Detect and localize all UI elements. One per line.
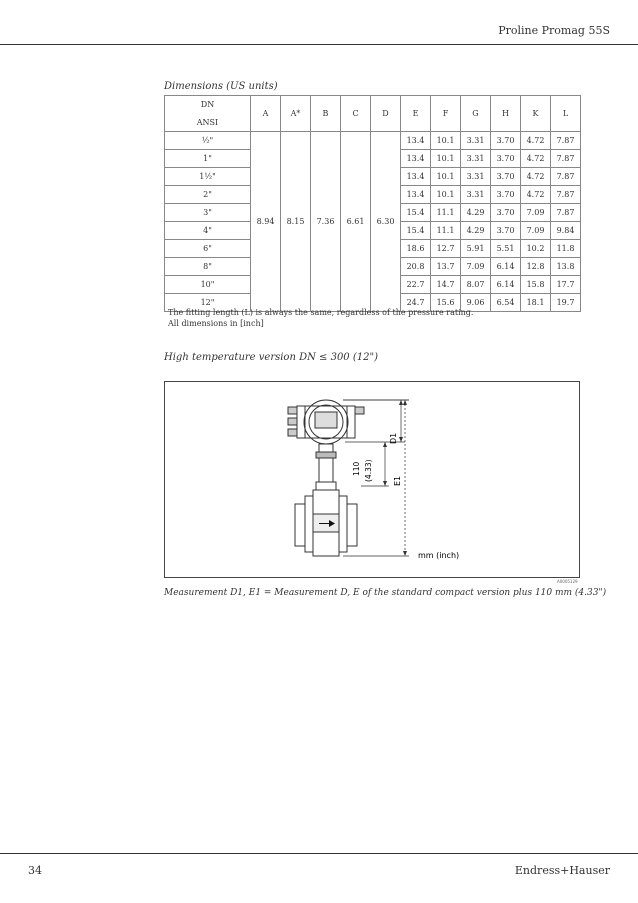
cell-h: 3.70 (491, 222, 521, 240)
cell-dn: 10" (165, 276, 251, 294)
figure-frame (164, 381, 580, 578)
cell-k: 4.72 (521, 150, 551, 168)
dimensions-table (164, 95, 581, 312)
cell-k: 4.72 (521, 168, 551, 186)
cell-e: 13.4 (401, 186, 431, 204)
cell-e: 13.4 (401, 168, 431, 186)
cell-e: 13.4 (401, 132, 431, 150)
cell-k: 10.2 (521, 240, 551, 258)
cell-k: 18.1 (521, 294, 551, 312)
cell-k: 4.72 (521, 186, 551, 204)
cell-h: 3.70 (491, 132, 521, 150)
column-header-c: C (341, 96, 371, 132)
cell-h: 6.14 (491, 276, 521, 294)
column-header-a-star: A* (281, 96, 311, 132)
cell-l: 17.7 (551, 276, 581, 294)
cell-l: 9.84 (551, 222, 581, 240)
header-rule (0, 44, 638, 45)
cell-g: 9.06 (461, 294, 491, 312)
flowmeter-drawing (165, 382, 579, 577)
column-header-e: E (401, 96, 431, 132)
cell-k: 12.8 (521, 258, 551, 276)
units-label: mm (inch) (418, 551, 460, 560)
header-title: Proline Promag 55S (498, 24, 610, 37)
cell-h: 6.14 (491, 258, 521, 276)
cell-f: 13.7 (431, 258, 461, 276)
cell-f: 10.1 (431, 150, 461, 168)
column-subheader-ansi: ANSI (165, 114, 251, 132)
cell-dn: 4" (165, 222, 251, 240)
cell-e: 13.4 (401, 150, 431, 168)
cell-f: 12.7 (431, 240, 461, 258)
cell-g: 8.07 (461, 276, 491, 294)
cell-l: 7.87 (551, 150, 581, 168)
column-header-g: G (461, 96, 491, 132)
table-row (165, 132, 581, 150)
cell-h: 3.70 (491, 186, 521, 204)
note-units: All dimensions in [inch] (168, 319, 264, 328)
cell-merged-b: 7.36 (311, 132, 341, 312)
cell-l: 7.87 (551, 168, 581, 186)
cell-e: 24.7 (401, 294, 431, 312)
cell-f: 11.1 (431, 222, 461, 240)
cell-f: 15.6 (431, 294, 461, 312)
footer-rule (0, 853, 638, 854)
label-e1: E1 (393, 475, 402, 486)
cell-e: 20.8 (401, 258, 431, 276)
cell-g: 3.31 (461, 132, 491, 150)
figure-caption: Measurement D1, E1 = Measurement D, E of the standard compact version plus 110 mm (4.33") (164, 588, 607, 598)
cell-l: 13.8 (551, 258, 581, 276)
cell-g: 5.91 (461, 240, 491, 258)
cell-h: 3.70 (491, 168, 521, 186)
cell-k: 7.09 (521, 222, 551, 240)
extended-neck (316, 444, 336, 490)
cell-dn: 1" (165, 150, 251, 168)
cell-merged-d: 6.30 (371, 132, 401, 312)
cell-f: 10.1 (431, 132, 461, 150)
note-fitting-length: The fitting length (L) is always the same, regardless of the pressure rating. (168, 308, 474, 317)
table-header-row (165, 96, 581, 114)
cell-h: 6.54 (491, 294, 521, 312)
cell-g: 3.31 (461, 186, 491, 204)
figure-id: A0005129 (557, 579, 578, 584)
table-body (165, 132, 581, 312)
cell-dn: 8" (165, 258, 251, 276)
cell-dn: 12" (165, 294, 251, 312)
column-header-k: K (521, 96, 551, 132)
column-header-l: L (551, 96, 581, 132)
cell-g: 3.31 (461, 150, 491, 168)
column-header-d: D (371, 96, 401, 132)
cell-g: 3.31 (461, 168, 491, 186)
cell-merged-c: 6.61 (341, 132, 371, 312)
cell-merged-a: 8.94 (251, 132, 281, 312)
cell-l: 7.87 (551, 186, 581, 204)
cell-e: 15.4 (401, 204, 431, 222)
column-header-f: F (431, 96, 461, 132)
transmitter-housing (297, 400, 355, 444)
cell-e: 22.7 (401, 276, 431, 294)
cell-h: 5.51 (491, 240, 521, 258)
cell-dn: ½" (165, 132, 251, 150)
cell-l: 11.8 (551, 240, 581, 258)
cell-h: 3.70 (491, 150, 521, 168)
cell-l: 7.87 (551, 132, 581, 150)
cell-dn: 1½" (165, 168, 251, 186)
cell-dn: 3" (165, 204, 251, 222)
cell-g: 7.09 (461, 258, 491, 276)
table-header (165, 96, 581, 132)
cell-dn: 2" (165, 186, 251, 204)
column-header-b: B (311, 96, 341, 132)
page-number: 34 (28, 864, 42, 877)
cell-g: 4.29 (461, 222, 491, 240)
cell-g: 4.29 (461, 204, 491, 222)
cell-e: 18.6 (401, 240, 431, 258)
cell-dn: 6" (165, 240, 251, 258)
table-notes (168, 307, 473, 329)
footer-brand: Endress+Hauser (514, 864, 610, 877)
cell-f: 10.1 (431, 186, 461, 204)
cell-k: 7.09 (521, 204, 551, 222)
label-4-33: (4.33) (364, 459, 373, 482)
column-header-dn: DN (165, 96, 251, 114)
section-title-us-units: Dimensions (US units) (164, 81, 278, 92)
cell-l: 7.87 (551, 204, 581, 222)
cell-f: 10.1 (431, 168, 461, 186)
column-header-h: H (491, 96, 521, 132)
cell-l: 19.7 (551, 294, 581, 312)
cell-merged-a-star: 8.15 (281, 132, 311, 312)
cell-k: 4.72 (521, 132, 551, 150)
cell-f: 11.1 (431, 204, 461, 222)
cell-k: 15.8 (521, 276, 551, 294)
label-110: 110 (352, 461, 361, 476)
cell-e: 15.4 (401, 222, 431, 240)
column-header-a: A (251, 96, 281, 132)
label-d1: D1 (389, 432, 398, 444)
section-title-high-temp: High temperature version DN ≤ 300 (12") (164, 352, 378, 363)
cell-h: 3.70 (491, 204, 521, 222)
cell-f: 14.7 (431, 276, 461, 294)
